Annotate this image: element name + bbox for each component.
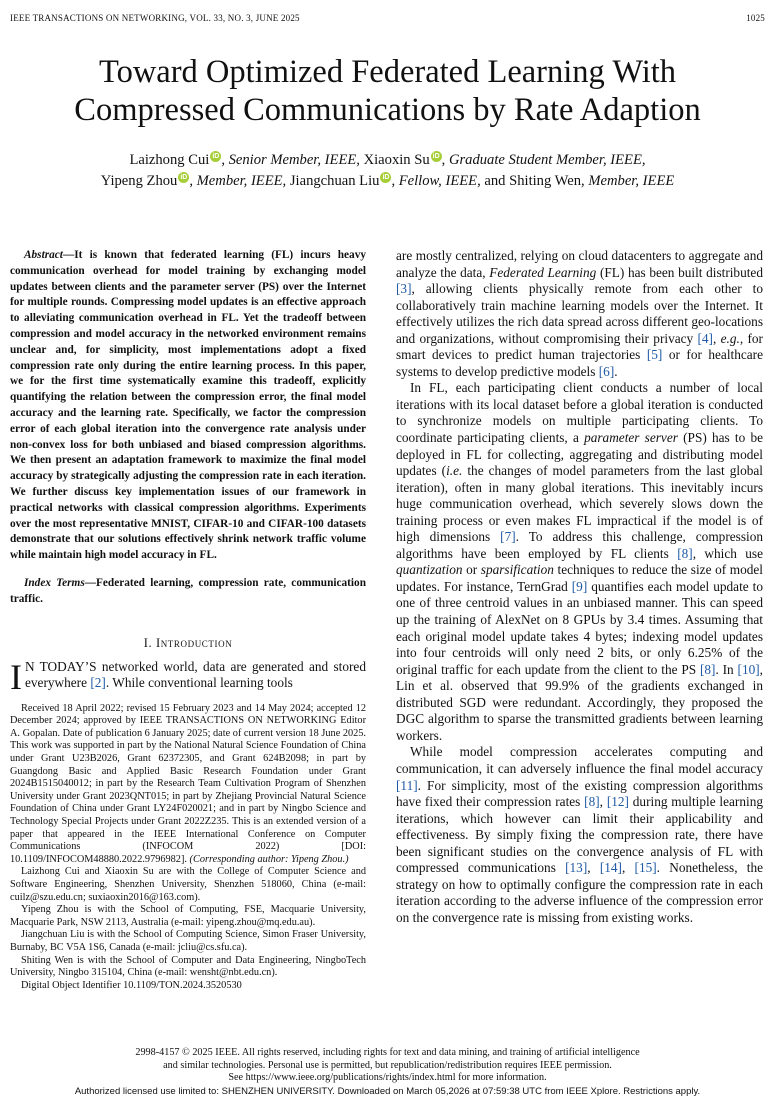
footnote-affiliation: Shiting Wen is with the School of Computer and Data Engineering, NingboTech University, Ningbo 315104, China (e-mail: wensht@nbt.edu.cn). xyxy=(10,954,366,979)
body-paragraph: While model compression accelerates computing and communication, it can adversely influence the final model accuracy [11]. For simplicity, most of the existing compression algorithms have fixed their compression rates [8], [12] during multiple learning iterations, which however can limit their applicability and effectiveness. By simply fixing the compression rate, there have been significant studies on the convergence analysis of FL with compressed communications [13], [14], [15]. Nonetheless, the strategy on how to optimally configure the compression rate in each iteration according to the adverse influence of the compression error on the convergence rate is missing from existing works. xyxy=(396,744,763,925)
title-line-1: Toward Optimized Federated Learning With xyxy=(98,54,677,90)
citation-link[interactable]: [7] xyxy=(500,529,516,545)
citation-link[interactable]: [11] xyxy=(396,777,418,793)
citation-link[interactable]: [14] xyxy=(599,860,622,876)
abstract-label: Abstract xyxy=(24,249,63,261)
intro-text: networked world, data are generated and stored everywhere xyxy=(25,658,366,691)
author-role: Senior Member, IEEE, xyxy=(228,152,360,168)
copyright-line: and similar technologies. Personal use is permitted, but republication/redistribution requires IEEE permission. xyxy=(163,1059,612,1071)
footnote-received: Received 18 April 2022; revised 15 February 2023 and 14 May 2024; accepted 12 December 2024; approved by IEEE TRANSACTIONS ON NETWORKING Editor A. Gopalan. Date of publication 6 January 2025; date of current version 18 June 2025. This work was supported in part by the National Natural Science Foundation of China under Grant U23B2026, Grant 62372305, and Grant 624B2098; in part by Guangdong Basic and Applied Basic Research Foundation under Grant 2024B1515040012; in part by the Research Team Cultivation Program of Shenzhen University under Grant 2023QNT015; in part by Zhejiang Provincial Natural Science Foundation of China under Grant LY24F020021; and in part by Ningbo Science and Technology Special Projects under Grant 2022Z235. This is an extended version of a paper that appeared in the IEEE International Conference on Computer Communications (INFOCOM 2022) [DOI: 10.1109/INFOCOM48880.2022.9796982]. (Corresponding author: Yipeng Zhou.) xyxy=(10,702,367,865)
license-notice: Authorized licensed use limited to: SHENZHEN UNIVERSITY. Downloaded on March 05,2026 at 07:59:38 UTC from IEEE Xplore. Restrictions apply. xyxy=(74,1086,701,1097)
citation-link[interactable]: [8] xyxy=(677,545,693,561)
citation-link[interactable]: [8] xyxy=(584,794,600,810)
citation-link[interactable]: [4] xyxy=(697,330,713,346)
citation-link[interactable]: [13] xyxy=(565,860,588,876)
author-role: Member, IEEE xyxy=(588,173,675,189)
index-terms: Index Terms—Federated learning, compression rate, communication traffic. xyxy=(10,576,366,605)
section-title: Introduction xyxy=(155,635,233,650)
drop-cap: I xyxy=(10,656,22,697)
citation-link[interactable]: [12] xyxy=(606,794,629,810)
section-number: I. xyxy=(143,635,153,650)
footnotes xyxy=(10,703,366,993)
orcid-icon[interactable]: iD xyxy=(432,153,440,161)
right-column xyxy=(396,248,763,926)
author-role: Graduate Student Member, IEEE, xyxy=(448,152,646,168)
index-terms-text: Federated learning, compression rate, communication traffic. xyxy=(10,576,366,605)
journal-header: IEEE TRANSACTIONS ON NETWORKING, VOL. 33, NO. 3, JUNE 2025 xyxy=(10,13,300,23)
orcid-icon[interactable]: iD xyxy=(180,174,188,182)
footnote-doi: Digital Object Identifier 10.1109/TON.2024.3520530 xyxy=(21,979,242,991)
citation-link[interactable]: [3] xyxy=(396,281,412,297)
page-number: 1025 xyxy=(746,13,765,23)
author-name: and Shiting Wen, xyxy=(484,173,585,189)
citation-link[interactable]: [6] xyxy=(598,363,615,379)
author-name: Laizhong Cui xyxy=(129,152,210,168)
footnote-affiliation: Yipeng Zhou is with the School of Computing, FSE, Macquarie University, Macquarie Park, NSW 2113, Australia (e-mail: yipeng.zhou@mq.edu.au). xyxy=(10,904,366,928)
copyright-footer xyxy=(0,1047,775,1085)
citation-link[interactable]: [5] xyxy=(646,347,663,363)
abstract-text: It is known that federated learning (FL) incurs heavy communication overhead for model training by exchanging model updates between clients and the parameter server (PS) over the Internet for multiple rounds. Compressing model updates is an effective approach to alleviating communication overhead in FL. Yet the tradeoff between compression and model accuracy in the networked environment remains unclear and, for simplicity, most implementations adopt a fixed compression rate only during the entire learning process. In this paper, we for the first time systematically examine this tradeoff, explicitly quantifying the relation between the compression error, the final model accuracy and the learning rate. Specifically, we factor the compression error of each global iteration into the convergence rate analysis under non-convex loss for both unbiased and biased compression algorithms. We then present an adaptation framework to maximize the final model accuracy by strategically adjusting the compression rate in each iteration. We further discuss key implementation issues of our framework in practical networks with classical compression algorithms. Experiments over the most representative MNIST, CIFAR-10 and CIFAR-100 datasets demonstrate that our solutions effectively shrink network traffic volume while maintain high model accuracy in FL. xyxy=(10,249,366,562)
footnote-affiliation: Jiangchuan Liu is with the School of Computing Science, Simon Fraser University, Burnaby, BC V5A 1S6, Canada (e-mail: jcliu@cs.sfu.ca). xyxy=(10,929,366,953)
intro-paragraph xyxy=(10,656,366,697)
index-terms-label: Index Terms xyxy=(24,576,85,589)
author-name: Xiaoxin Su xyxy=(363,152,430,168)
author-role: Member, IEEE, xyxy=(196,173,287,189)
left-column xyxy=(10,248,366,992)
footnote-affiliation: Laizhong Cui and Xiaoxin Su are with the College of Computer Science and Software Engineering, Shenzhen University, Shenzhen 518060, China (e-mail: cuilz@szu.edu.cn; suxiaoxin2016@163.com). xyxy=(10,866,366,903)
citation-link[interactable]: [8] xyxy=(699,661,716,677)
body-paragraph: are mostly centralized, relying on cloud datacenters to aggregate and analyze the data, Federated Learning (FL) has been built distributed [3], allowing clients physically remote from each other to collaboratively train machine learning models over the Internet. It effectively utilizes the rich data spread across different geo-locations and organizations, without compromising their privacy [4], e.g., for smart devices to predict human trajectories [5] or for healthcare systems to develop predictive models [6]. xyxy=(396,248,763,379)
citation-link[interactable]: [15] xyxy=(634,860,657,876)
abstract: Abstract—It is known that federated learning (FL) incurs heavy communication overhead for model training by exchanging model updates between clients and the parameter server (PS) over the Internet for multiple rounds. Compressing model updates is an effective approach to alleviating communication overhead in FL. Yet the tradeoff between compression and model accuracy in the networked environment remains unclear and, for simplicity, most implementations adopt a fixed compression rate only during the entire learning process. In this paper, we for the first time systematically examine this tradeoff, explicitly quantifying the relation between the compression error, the final model accuracy and the learning rate. Specifically, we factor the compression error of each global iteration into the convergence rate analysis under non-convex loss for both unbiased and biased compression algorithms. We then present an adaptation framework to maximize the final model accuracy by strategically adjusting the compression rate in each iteration. We further discuss key implementation issues of our framework in practical networks with classical compression algorithms. Experiments over the most representative MNIST, CIFAR-10 and CIFAR-100 datasets demonstrate that our solutions effectively shrink network traffic volume while maintain high model accuracy in FL. xyxy=(10,249,366,562)
citation-link[interactable]: [9] xyxy=(571,578,588,594)
author-list: Laizhong Cui iD , Senior Member, IEEE, Xiaoxin Su iD , Graduate Student Member, IEEE, Yipeng Zhou iD , Member, IEEE, Jiangchuan Liu iD , Fellow, IEEE, and Shiting Wen, Member, IEEE xyxy=(100,152,675,189)
paper-title xyxy=(0,53,775,129)
orcid-icon[interactable]: iD xyxy=(382,174,390,182)
intro-lead: N TODAY’S xyxy=(25,658,97,674)
rights-link[interactable]: See https://www.ieee.org/publications/rights/index.html for more information. xyxy=(228,1072,547,1083)
author-role: Fellow, IEEE, xyxy=(398,173,481,189)
title-line-2: Compressed Communications by Rate Adaption xyxy=(74,92,701,128)
citation-link[interactable]: [10] xyxy=(737,661,760,677)
author-name: Yipeng Zhou xyxy=(100,173,178,189)
body-paragraph: In FL, each participating client conducts a number of local iterations with its local dataset before a global iteration is conducted to synchronize models on multiple participating clients. To coordinate participating clients, a parameter server (PS) has to be deployed in FL for collecting, aggregating and distributing model updates (i.e. the changes of model parameters from the last global iteration), often in many global iterations. This inevitably incurs huge communication overhead, which severely slows down the training process or even makes FL impractical if the model is of high dimensions [7]. To address this challenge, compression algorithms have been employed by FL clients [8], which use quantization or sparsification techniques to reduce the size of model updates. For instance, TernGrad [9] quantifies each model update to one of three centroid values in an unbiased manner. This can speed up the training of AlexNet on 8 GPUs by 3.4 times. Assuming that each original model update takes 4 bytes; indexing model updates into four centroids will only need 2 bits, or only 6.25% of the original traffic for each update from the client to the PS [8]. In [10], Lin et al. observed that 99.9% of the gradients exchanged in distributed SGD were redundant. Accordingly, they proposed the DGC algorithm to sparse the transmitted gradients between learning workers. xyxy=(396,380,764,743)
orcid-icon[interactable]: iD xyxy=(212,153,220,161)
intro-text: . While conventional learning tools xyxy=(105,675,293,691)
citation-link[interactable]: [2] xyxy=(90,675,106,691)
section-heading xyxy=(10,636,366,651)
copyright-line: 2998-4157 © 2025 IEEE. All rights reserved, including rights for text and data mining, and training of artificial intelligence xyxy=(135,1047,640,1058)
author-name: Jiangchuan Liu xyxy=(289,173,380,189)
